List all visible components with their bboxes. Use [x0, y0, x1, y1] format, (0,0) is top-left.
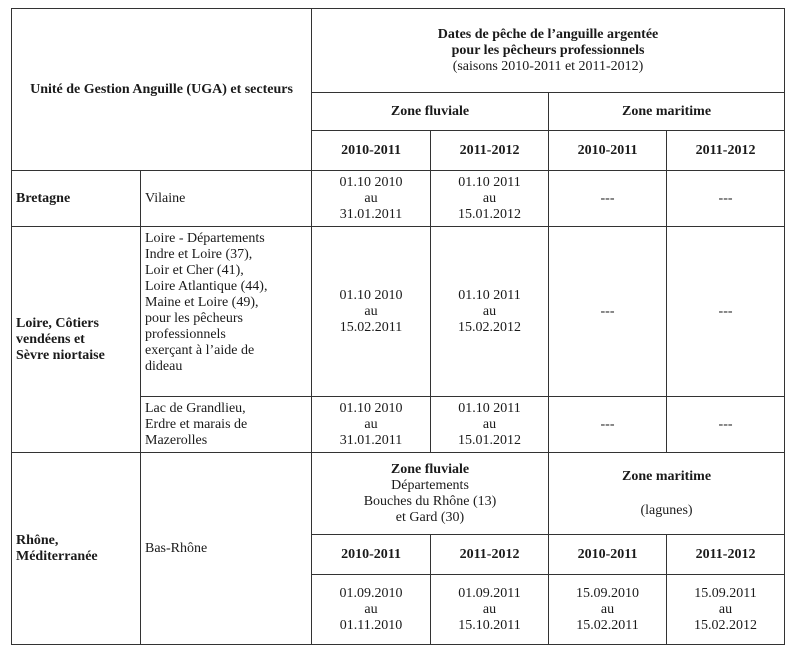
sector-line: Maine et Loire (49),: [145, 295, 259, 310]
date-start: 01.10 2011: [458, 287, 521, 303]
title-line-2: pour les pêcheurs professionnels: [451, 42, 645, 58]
date-start: 01.10 2011: [458, 400, 521, 416]
uga-line: vendéens et: [16, 331, 85, 347]
sector-line: exerçant à l’aide de: [145, 343, 255, 358]
date-cell: [312, 397, 431, 453]
uga-loire: [12, 227, 141, 453]
fluv-sub-line: et Gard (30): [395, 509, 465, 525]
sector-vilaine: Vilaine: [141, 171, 312, 227]
zone-maritime-header: Zone maritime: [549, 93, 785, 131]
date-end: 15.02.2011: [339, 319, 403, 335]
season-header: 2010-2011: [312, 535, 431, 575]
date-cell: [312, 575, 431, 645]
table-title: [312, 9, 785, 93]
date-cell: [312, 227, 431, 397]
date-au: au: [600, 601, 615, 617]
date-start: 01.10 2011: [458, 174, 521, 190]
date-end: 15.02.2011: [576, 617, 639, 633]
season-header: 2011-2012: [431, 131, 549, 171]
title-line-1: Dates de pêche de l’anguille argentée: [437, 26, 659, 42]
date-au: au: [718, 601, 733, 617]
date-au: au: [482, 416, 497, 432]
season-header: 2011-2012: [431, 535, 549, 575]
uga-line: Rhône,: [16, 532, 59, 548]
sector-line: Indre et Loire (37),: [145, 247, 253, 262]
empty-cell: ---: [667, 227, 785, 397]
season-header: 2010-2011: [549, 535, 667, 575]
season-header: 2011-2012: [667, 131, 785, 171]
uga-heading: [12, 9, 312, 171]
sector-bas-rhone: Bas-Rhône: [141, 453, 312, 645]
fluv-sub-line: Départements: [391, 477, 469, 493]
empty-cell: ---: [667, 171, 785, 227]
zone-maritime-title: Zone maritime: [622, 468, 712, 484]
eel-fishing-dates-table: [11, 8, 785, 645]
sector-line: Erdre et marais de: [145, 416, 248, 432]
season-header: 2010-2011: [549, 131, 667, 171]
date-cell: [549, 575, 667, 645]
date-au: au: [482, 601, 497, 617]
date-start: 01.10 2010: [339, 400, 403, 416]
date-start: 01.10 2010: [339, 174, 403, 190]
date-au: au: [364, 416, 378, 432]
uga-rhone: [12, 453, 141, 645]
date-end: 31.01.2011: [339, 206, 403, 222]
date-start: 01.09.2010: [339, 585, 403, 601]
uga-heading-text: Unité de Gestion Anguille (UGA) et secteurs: [30, 81, 293, 97]
rhone-zone-maritime: [549, 453, 785, 535]
sector-line: professionnels: [145, 327, 226, 342]
sector-line: pour les pêcheurs: [145, 311, 243, 326]
mar-sub: (lagunes): [640, 502, 693, 518]
date-au: au: [364, 601, 378, 617]
date-end: 15.01.2012: [458, 206, 522, 222]
uga-line: Loire, Côtiers: [16, 315, 99, 331]
zone-fluviale-header: Zone fluviale: [312, 93, 549, 131]
date-cell: [431, 397, 549, 453]
sector-line: dideau: [145, 359, 183, 374]
sector-line: Loire Atlantique (44),: [145, 279, 268, 294]
sector-line: Mazerolles: [145, 432, 208, 448]
date-end: 01.11.2010: [339, 617, 403, 633]
title-line-3: (saisons 2010-2011 et 2011-2012): [452, 58, 644, 74]
sector-line: Loir et Cher (41),: [145, 263, 244, 278]
date-cell: [431, 575, 549, 645]
date-start: 01.10 2010: [339, 287, 403, 303]
date-au: au: [482, 303, 497, 319]
date-start: 15.09.2011: [694, 585, 757, 601]
date-end: 15.02.2012: [458, 319, 522, 335]
date-end: 15.01.2012: [458, 432, 522, 448]
season-header: 2011-2012: [667, 535, 785, 575]
empty-cell: ---: [667, 397, 785, 453]
date-start: 01.09.2011: [458, 585, 521, 601]
date-au: au: [364, 303, 378, 319]
uga-line: Méditerranée: [16, 548, 98, 564]
uga-line: Sèvre niortaise: [16, 347, 105, 363]
date-cell: [312, 171, 431, 227]
date-end: 15.02.2012: [694, 617, 758, 633]
date-end: 31.01.2011: [339, 432, 403, 448]
empty-cell: ---: [549, 227, 667, 397]
sector-line: Loire - Départements: [145, 231, 265, 246]
date-au: au: [364, 190, 378, 206]
sector-line: Lac de Grandlieu,: [145, 400, 246, 416]
date-cell: [431, 171, 549, 227]
rhone-zone-fluviale: [312, 453, 549, 535]
empty-cell: ---: [549, 397, 667, 453]
date-cell: [431, 227, 549, 397]
date-cell: [667, 575, 785, 645]
sector-lac-grandlieu: [141, 397, 312, 453]
zone-fluviale-title: Zone fluviale: [390, 461, 470, 477]
fluv-sub-line: Bouches du Rhône (13): [363, 493, 497, 509]
date-au: au: [482, 190, 497, 206]
empty-cell: ---: [549, 171, 667, 227]
date-start: 15.09.2010: [576, 585, 640, 601]
uga-bretagne: Bretagne: [12, 171, 141, 227]
sector-loire-departements: [141, 227, 312, 397]
season-header: 2010-2011: [312, 131, 431, 171]
date-end: 15.10.2011: [458, 617, 521, 633]
